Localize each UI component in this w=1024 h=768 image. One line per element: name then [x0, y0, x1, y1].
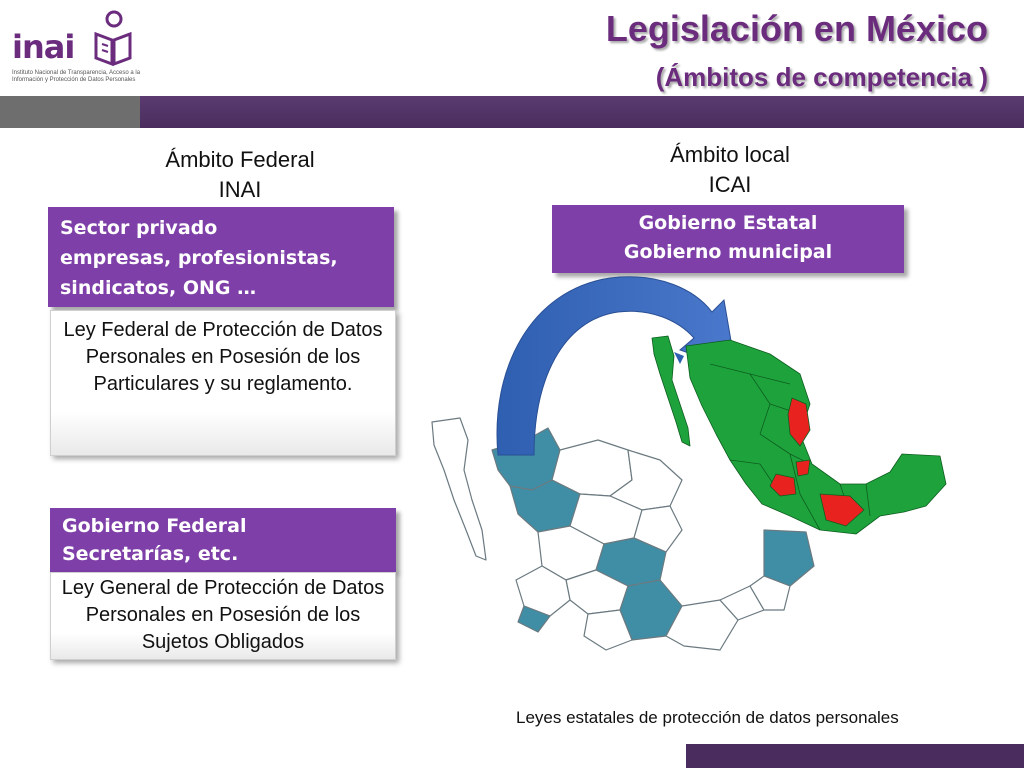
state-government-title: Gobierno Estatal [638, 212, 818, 234]
map-caption: Leyes estatales de protección de datos personales [516, 708, 899, 727]
header-band [0, 96, 1024, 128]
private-law-text: Ley Federal de Protección de Datos Personales en Posesión de los Particulares y su reglamento. [63, 319, 383, 395]
private-law-box [50, 310, 396, 456]
government-law-box [50, 572, 396, 660]
federal-heading [120, 145, 360, 205]
local-heading-title: Ámbito local [670, 142, 790, 167]
local-heading [610, 140, 850, 200]
logo-subtitle: Instituto Nacional de Transparencia, Acceso a la Información y Protección de Datos Personales [12, 70, 141, 83]
logo-person-icon [90, 10, 136, 68]
municipal-government-title: Gobierno municipal [623, 241, 833, 263]
government-law-text: Ley General de Protección de Datos Personales en Posesión de los Sujetos Obligados [61, 577, 385, 653]
page-title: Legislación en México [605, 8, 988, 49]
federal-heading-agency: INAI [218, 177, 262, 202]
federal-government-examples: Secretarías, etc. [62, 543, 239, 565]
private-sector-examples-cont: sindicatos, ONG … [60, 277, 257, 299]
logo-wordmark: inai [12, 28, 75, 66]
federal-government-title: Gobierno Federal [62, 515, 247, 537]
private-sector-examples: empresas, profesionistas, [60, 247, 338, 269]
local-heading-agency: ICAI [708, 172, 752, 197]
inai-logo [12, 8, 142, 88]
header-band-left [0, 96, 140, 128]
private-sector-box [48, 207, 394, 307]
mexico-map-green [650, 334, 950, 544]
page-subtitle: (Ámbitos de competencia ) [655, 62, 988, 92]
footer-band [686, 744, 1024, 768]
state-government-box [552, 205, 904, 273]
federal-heading-title: Ámbito Federal [165, 147, 315, 172]
private-sector-title: Sector privado [60, 217, 218, 239]
federal-government-box [50, 508, 396, 572]
